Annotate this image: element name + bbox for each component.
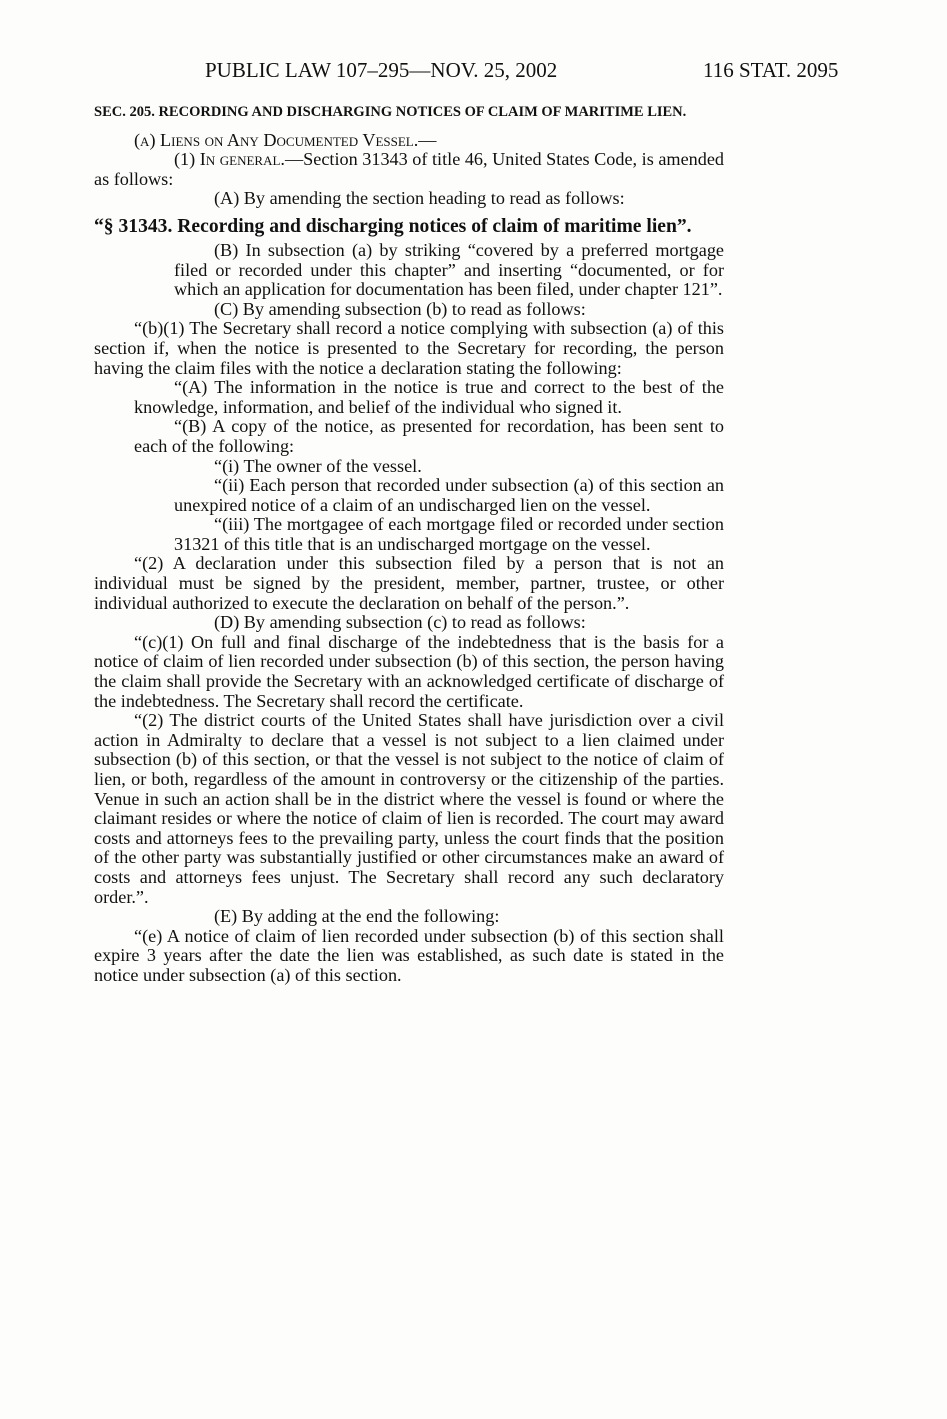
subsection-b1-B-ii: “(ii) Each person that recorded under subsection (a) of this section an unexpired notice of a claim of an undischarged lien on the vessel. <box>174 475 724 515</box>
new-section-heading: “§ 31343. Recording and discharging notices of claim of maritime lien”. <box>94 215 692 237</box>
subsection-b1: “(b)(1) The Secretary shall record a notice complying with subsection (a) of this section if, when the notice is presented to the Secretary for recording, the person having the claim files with the notice a declaration stating the following: <box>94 318 724 378</box>
clause-D: (D) By amending subsection (c) to read as follows: <box>214 612 586 633</box>
subsection-b1-A: “(A) The information in the notice is true and correct to the best of the knowledge, information, and belief of the individual who signed it. <box>134 377 724 417</box>
public-law-citation: PUBLIC LAW 107–295—NOV. 25, 2002 <box>205 58 558 82</box>
subsection-b2: “(2) A declaration under this subsection filed by a person that is not an individual must be signed by the president, member, partner, trustee, or other individual authorized to execute the declaration on behalf of the person.”. <box>94 553 724 613</box>
paragraph-1-text: —Section 31343 of title 46, United States Code, is amended as follows: <box>94 149 724 189</box>
subsection-c2: “(2) The district courts of the United States shall have jurisdiction over a civil action in Admiralty to declare that a vessel is not subject to a lien claimed under subsection (b) of this section, or that the vessel is not subject to the notice of claim of lien, or both, regardless of the amount in controversy or the citizenship of the parties. Venue in such an action shall be in the district where the vessel is found or where the claimant resides or where the notice of claim of lien is recorded. The court may award costs and attorneys fees to the prevailing party, unless the court finds that the position of the other party was substantially justified or other circumstances make an award of costs and attorneys fees unjust. The Secretary shall record any such declaratory order.”. <box>94 710 724 907</box>
clause-B: (B) In subsection (a) by striking “covered by a preferred mortgage filed or recorded under this chapter” and inserting “documented, or for which an application for documentation has been filed, under chapter 121”. <box>174 239 724 300</box>
subsection-c1: “(c)(1) On full and final discharge of the indebtedness that is the basis for a notice of claim of lien recorded under subsection (b) of this section, the person having the claim shall provide the Secretary with an acknowledged certificate of discharge of the indebtedness. The Secretary shall record the certificate. <box>94 631 724 711</box>
paragraph-1-label: (1) In general. <box>174 149 285 170</box>
clause-C: (C) By amending subsection (b) to read as follows: <box>214 298 586 319</box>
document-body <box>94 103 724 986</box>
clause-A: (A) By amending the section heading to read as follows: <box>214 188 625 209</box>
subsection-b1-B-iii: “(iii) The mortgagee of each mortgage filed or recorded under section 31321 of this title that is an undischarged mortgage on the vessel. <box>174 514 724 554</box>
paragraph-1 <box>94 150 724 189</box>
subsection-a-heading: (a) Liens on Any Documented Vessel.— <box>134 129 437 150</box>
subsection-e: “(e) A notice of claim of lien recorded under subsection (b) of this section shall expire 3 years after the date the lien was established, as such date is stated in the notice under subsection (a) of this section. <box>94 925 724 985</box>
statute-page-number: 116 STAT. 2095 <box>703 58 839 82</box>
subsection-b1-B: “(B) A copy of the notice, as presented for recordation, has been sent to each of the following: <box>134 416 724 456</box>
running-head <box>0 58 947 88</box>
clause-E: (E) By adding at the end the following: <box>214 906 500 927</box>
section-heading: SEC. 205. RECORDING AND DISCHARGING NOTICES OF CLAIM OF MARITIME LIEN. <box>94 104 687 120</box>
subsection-b1-B-i: “(i) The owner of the vessel. <box>214 455 422 476</box>
